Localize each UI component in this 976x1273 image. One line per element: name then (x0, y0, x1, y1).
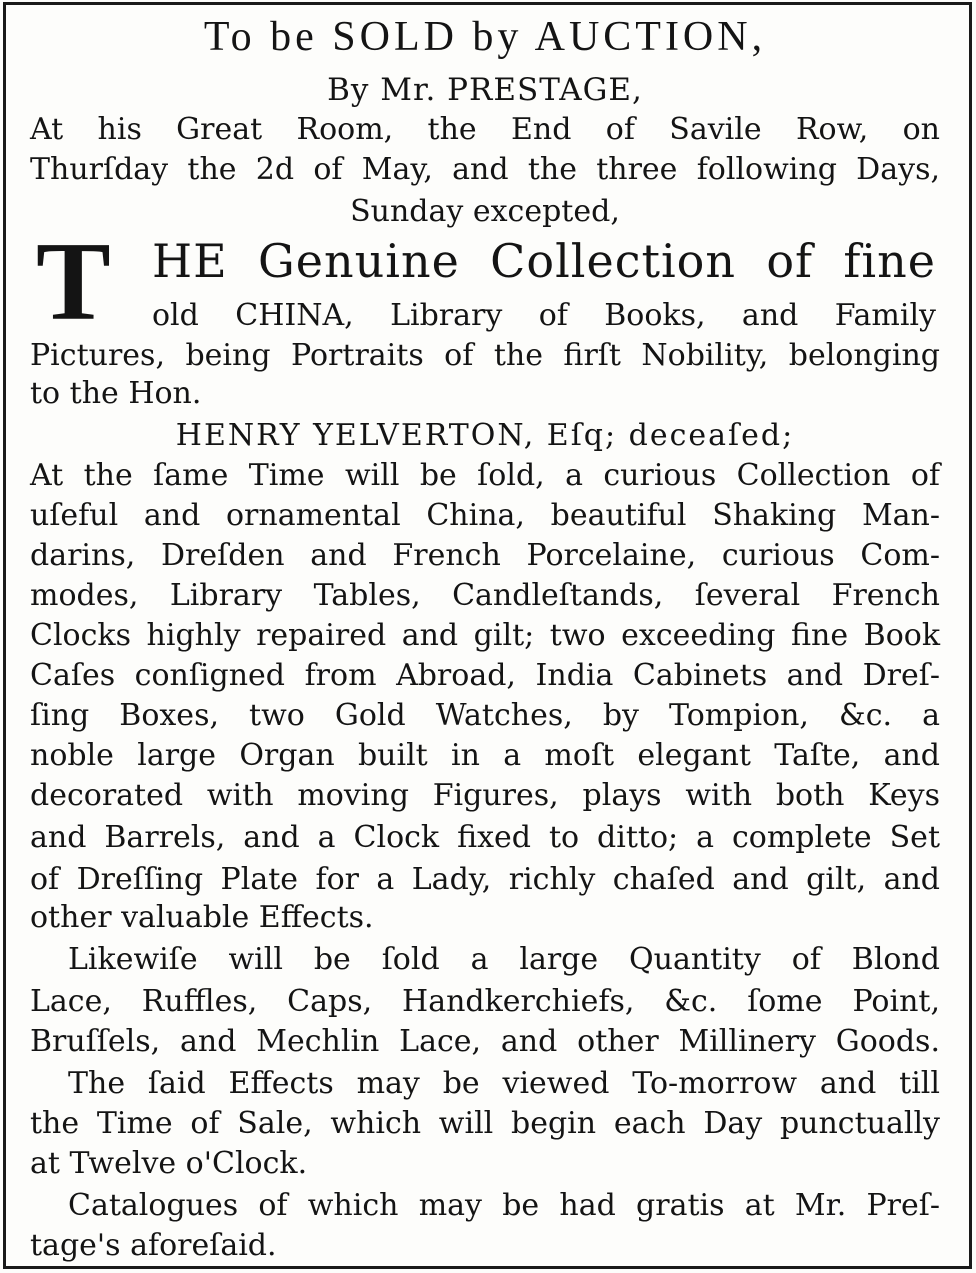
body-line-4: to the Hon. (30, 376, 202, 411)
para2-line: At the ſame Time will be ſold, a curious Collection of (30, 458, 940, 493)
auctioneer-line: By Mr. PRESTAGE, (327, 72, 643, 108)
para2-line: Caſes conſigned from Abroad, India Cabinets and Dreſ- (30, 658, 940, 693)
lead-line-2: old CHINA, Library of Books, and Family (152, 298, 936, 333)
venue-line: At his Great Room, the End of Savile Row, on (30, 112, 940, 147)
para3-line: Bruſſels, and Mechlin Lace, and other Millinery Goods. (30, 1024, 940, 1059)
para2-line: modes, Library Tables, Candleſtands, ſeveral French (30, 578, 940, 613)
para5-line: Catalogues of which may be had gratis at Mr. Preſ- (68, 1188, 940, 1223)
para4-line: at Twelve o'Clock. (30, 1146, 308, 1181)
para4-line: the Time of Sale, which will begin each Day punctually (30, 1106, 940, 1141)
para5-line: tage's aforeſaid. (30, 1228, 277, 1263)
para3-line: Lace, Ruffles, Caps, Handkerchiefs, &c. ſome Point, (30, 984, 940, 1019)
auction-headline: To be SOLD by AUCTION, (203, 14, 767, 60)
para2-line: other valuable Effects. (30, 900, 374, 935)
right-border-rule (969, 2, 972, 1269)
para2-line: decorated with moving Figures, plays with both Keys (30, 778, 940, 813)
para2-line: ſing Boxes, two Gold Watches, by Tompion, &c. a (30, 698, 940, 733)
para2-line: of Dreſſing Plate for a Lady, richly chaſed and gilt, and (30, 862, 940, 897)
para4-line: The ſaid Effects may be viewed To-morrow and till (68, 1066, 940, 1101)
date-line: Thurſday the 2d of May, and the three following Days, (30, 152, 940, 187)
lead-line-1: HE Genuine Collection of fine (152, 234, 936, 288)
para2-line: uſeful and ornamental China, beautiful Shaking Man- (30, 498, 940, 533)
exception-line: Sunday excepted, (350, 194, 620, 229)
para2-line: and Barrels, and a Clock fixed to ditto; a complete Set (30, 820, 940, 855)
deceased-name-line: HENRY YELVERTON, Eſq; deceaſed; (175, 418, 795, 453)
left-border-rule (3, 2, 6, 1269)
drop-cap: T (36, 220, 111, 344)
para2-line: noble large Organ built in a moſt elegant Taſte, and (30, 738, 940, 773)
body-line-3: Pictures, being Portraits of the firſt Nobility, belonging (30, 338, 940, 373)
para2-line: Clocks highly repaired and gilt; two exceeding fine Book (30, 618, 940, 653)
bottom-border-rule (4, 1266, 972, 1269)
top-border-rule (4, 2, 972, 5)
para3-line: Likewiſe will be ſold a large Quantity of Blond (68, 942, 940, 977)
para2-line: darins, Dreſden and French Porcelaine, curious Com- (30, 538, 940, 573)
